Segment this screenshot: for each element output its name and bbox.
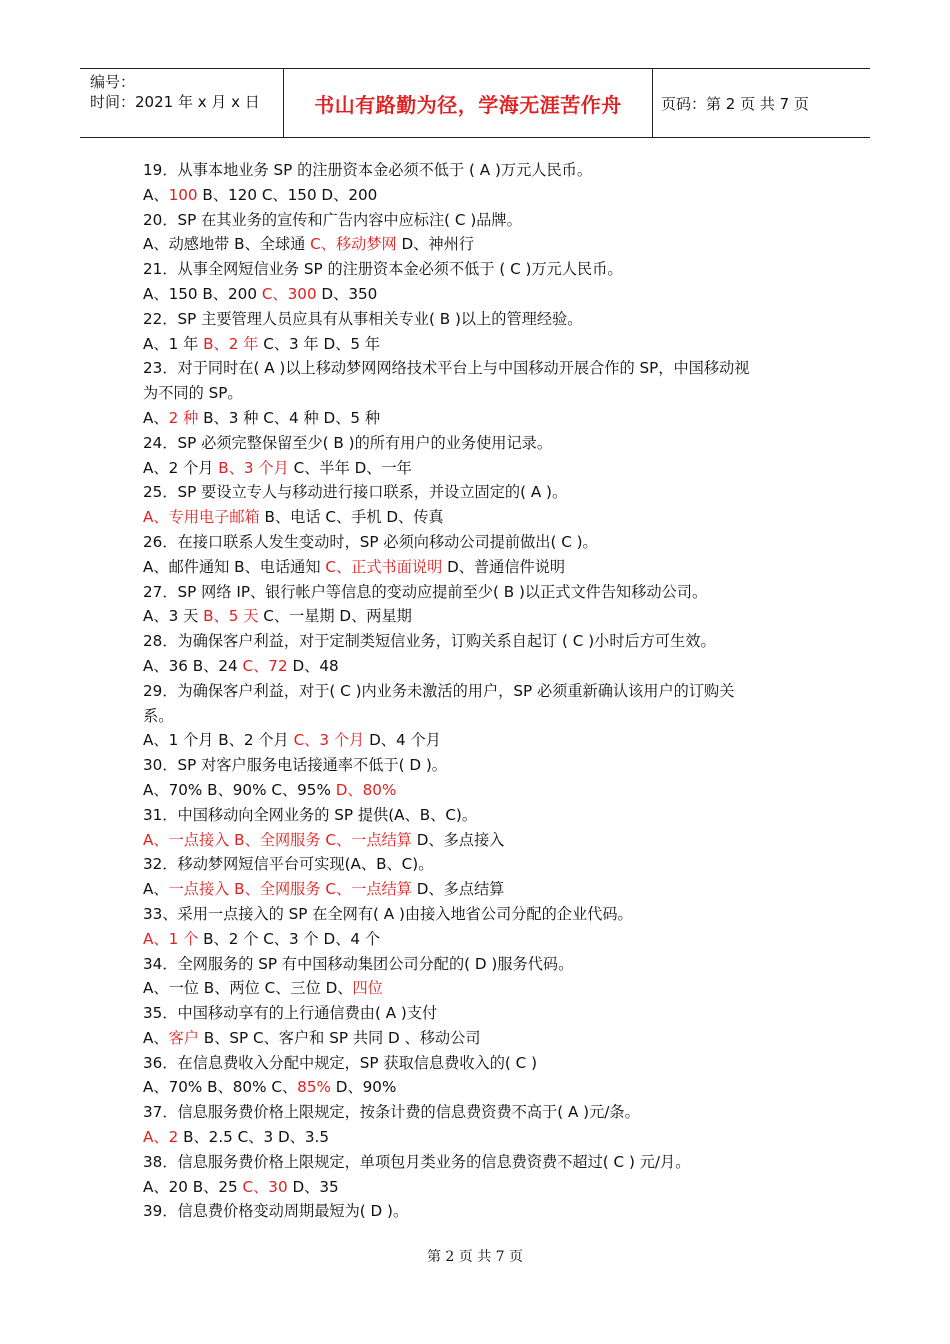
text-line — [143, 704, 823, 729]
line-text: 32．移动梦网短信平台可实现(A、B、C)。 — [143, 855, 434, 874]
answer-text: C、300 — [261, 284, 317, 303]
line-text: A、1 个月 B、2 个月 — [143, 731, 294, 750]
line-text: D、90% — [330, 1078, 397, 1097]
line-text: 29．为确保客户利益，对于( C )内业务未激活的用户，SP 必须重新确认该用户的订购关 — [143, 681, 735, 700]
text-line — [143, 530, 823, 555]
line-text: 36．在信息费收入分配中规定，SP 获取信息费收入的( C ) — [143, 1053, 537, 1072]
line-text: 38．信息服务费价格上限规定，单项包月类业务的信息费资费不超过( C ) 元/月。 — [143, 1152, 691, 1171]
text-line — [143, 1125, 823, 1150]
line-text: 19．从事本地业务 SP 的注册资本金必须不低于 ( A )万元人民币。 — [143, 161, 593, 179]
line-text: 26．在接口联系人发生变动时，SP 必须向移动公司提前做出( C )。 — [143, 532, 598, 551]
text-line — [143, 232, 823, 257]
answer-text: B、2 年 — [203, 334, 259, 353]
question-list — [143, 158, 823, 1224]
text-line — [143, 1150, 823, 1175]
text-line — [143, 753, 823, 778]
answer-text: C、移动梦网 — [310, 235, 397, 254]
line-text: C、3 年 D、5 年 — [258, 334, 381, 353]
text-line — [143, 778, 823, 803]
answer-text: 四位 — [352, 979, 383, 998]
answer-text: A、2 — [143, 1128, 179, 1147]
text-line — [143, 208, 823, 233]
number-label: 编号： — [90, 73, 136, 91]
line-text: D、神州行 — [396, 235, 474, 254]
line-text: 20．SP 在其业务的宣传和广告内容中应标注( C )品牌。 — [143, 210, 522, 229]
answer-text: C、30 — [242, 1177, 288, 1196]
header-motto-cell — [284, 69, 653, 137]
text-line — [143, 1051, 823, 1076]
text-line — [143, 877, 823, 902]
text-line — [143, 1075, 823, 1100]
text-line — [143, 555, 823, 580]
header-meta-cell — [80, 69, 284, 137]
line-text: 33、采用一点接入的 SP 在全网有( A )由接入地省公司分配的企业代码。 — [143, 904, 633, 923]
line-text: 39．信息费价格变动周期最短为( D )。 — [143, 1202, 409, 1221]
text-line — [143, 1100, 823, 1125]
text-line — [143, 332, 823, 357]
text-line — [143, 1026, 823, 1051]
text-line — [143, 257, 823, 282]
line-text: A、36 B、24 — [143, 656, 243, 675]
text-line — [143, 1199, 823, 1224]
text-line — [143, 1175, 823, 1200]
text-line — [143, 629, 823, 654]
text-line — [143, 803, 823, 828]
text-line — [143, 456, 823, 481]
text-line — [143, 952, 823, 977]
answer-text: B、3 个月 — [218, 458, 289, 477]
text-line — [143, 604, 823, 629]
line-text: A、 — [143, 880, 169, 899]
line-text: A、 — [143, 185, 169, 204]
time-label: 时间：2021 年 x 月 x 日 — [90, 93, 260, 111]
header-page-cell — [653, 69, 870, 137]
line-text: 23．对于同时在( A )以上移动梦网网络技术平台上与中国移动开展合作的 SP，中国移动视 — [143, 359, 750, 378]
answer-text: C、3 个月 — [293, 731, 365, 750]
text-line — [143, 828, 823, 853]
line-text: D、350 — [316, 284, 378, 303]
line-text: A、3 天 — [143, 607, 204, 626]
line-text: C、半年 D、一年 — [288, 458, 412, 477]
line-text: 系。 — [143, 706, 174, 725]
answer-text: 85% — [297, 1078, 331, 1097]
line-text: 34．全网服务的 SP 有中国移动集团公司分配的( D )服务代码。 — [143, 954, 574, 973]
line-text: D、普通信件说明 — [442, 557, 566, 576]
line-text: 24．SP 必须完整保留至少( B )的所有用户的业务使用记录。 — [143, 433, 553, 452]
text-line — [143, 307, 823, 332]
text-line — [143, 158, 823, 183]
page-footer: 第 2 页 共 7 页 — [426, 1249, 524, 1265]
line-text: 28．为确保客户利益，对于定制类短信业务，订购关系自起订 ( C )小时后方可生效。 — [143, 632, 716, 651]
line-text: A、邮件通知 B、电话通知 — [143, 557, 326, 576]
text-line — [143, 580, 823, 605]
answer-text: A、1 个 — [143, 929, 199, 948]
page-code: 页码：第 2 页 共 7 页 — [661, 94, 809, 113]
answer-text: C、72 — [242, 656, 288, 675]
line-text: A、一位 B、两位 C、三位 D、 — [143, 979, 353, 998]
line-text: A、 — [143, 408, 169, 427]
answer-text: 客户 — [168, 1028, 199, 1047]
line-text: 30．SP 对客户服务电话接通率不低于( D )。 — [143, 756, 447, 775]
text-line — [143, 902, 823, 927]
text-line — [143, 406, 823, 431]
answer-text: C、正式书面说明 — [325, 557, 443, 576]
text-line — [143, 431, 823, 456]
line-text: 27．SP 网络 IP、银行帐户等信息的变动应提前至少( B )以正式文件告知移动公司。 — [143, 582, 708, 601]
text-line — [143, 183, 823, 208]
line-text: B、3 种 C、4 种 D、5 种 — [198, 408, 381, 427]
text-line — [143, 728, 823, 753]
line-text: B、电话 C、手机 D、传真 — [259, 508, 444, 527]
line-text: 为不同的 SP。 — [143, 384, 243, 403]
line-text: A、动感地带 B、全球通 — [143, 235, 311, 254]
text-line — [143, 381, 823, 406]
motto: 书山有路勤为径，学海无涯苦作舟 — [314, 92, 622, 117]
line-text: B、120 C、150 D、200 — [197, 185, 378, 204]
line-text: A、 — [143, 1028, 169, 1047]
header-table — [80, 68, 870, 138]
line-text: D、多点接入 — [411, 830, 505, 849]
line-text: A、2 个月 — [143, 458, 219, 477]
line-text: 21．从事全网短信业务 SP 的注册资本金必须不低于 ( C )万元人民币。 — [143, 260, 623, 279]
text-line — [143, 1001, 823, 1026]
text-line — [143, 505, 823, 530]
line-text: D、4 个月 — [364, 731, 441, 750]
text-line — [143, 282, 823, 307]
text-line — [143, 852, 823, 877]
line-text: B、SP C、客户和 SP 共同 D 、移动公司 — [198, 1028, 481, 1047]
line-text: A、70% B、80% C、 — [143, 1078, 298, 1097]
answer-text: B、5 天 — [203, 607, 259, 626]
answer-text: 100 — [168, 185, 198, 204]
line-text: 22．SP 主要管理人员应具有从事相关专业( B )以上的管理经验。 — [143, 309, 583, 328]
line-text: A、70% B、90% C、95% — [143, 780, 336, 799]
line-text: 25．SP 要设立专人与移动进行接口联系，并设立固定的( A )。 — [143, 483, 568, 502]
answer-text: 一点接入 B、全网服务 C、一点结算 — [168, 880, 412, 899]
line-text: D、多点结算 — [411, 880, 505, 899]
line-text: B、2.5 C、3 D、3.5 — [178, 1128, 329, 1147]
line-text: 37．信息服务费价格上限规定，按条计费的信息费资费不高于( A )元/条。 — [143, 1103, 640, 1122]
answer-text: A、一点接入 B、全网服务 C、一点结算 — [143, 830, 412, 849]
text-line — [143, 679, 823, 704]
text-line — [143, 976, 823, 1001]
line-text: B、2 个 C、3 个 D、4 个 — [198, 929, 381, 948]
text-line — [143, 356, 823, 381]
line-text: A、150 B、200 — [143, 284, 262, 303]
text-line — [143, 927, 823, 952]
answer-text: A、专用电子邮箱 — [143, 508, 260, 527]
answer-text: 2 种 — [168, 408, 199, 427]
answer-text: D、80% — [335, 780, 397, 799]
line-text: D、35 — [287, 1177, 339, 1196]
text-line — [143, 480, 823, 505]
line-text: D、48 — [287, 656, 339, 675]
line-text: A、20 B、25 — [143, 1177, 243, 1196]
line-text: A、1 年 — [143, 334, 204, 353]
line-text: 35．中国移动享有的上行通信费由( A )支付 — [143, 1004, 438, 1023]
line-text: C、一星期 D、两星期 — [258, 607, 412, 626]
text-line — [143, 654, 823, 679]
line-text: 31．中国移动向全网业务的 SP 提供(A、B、C)。 — [143, 805, 478, 824]
